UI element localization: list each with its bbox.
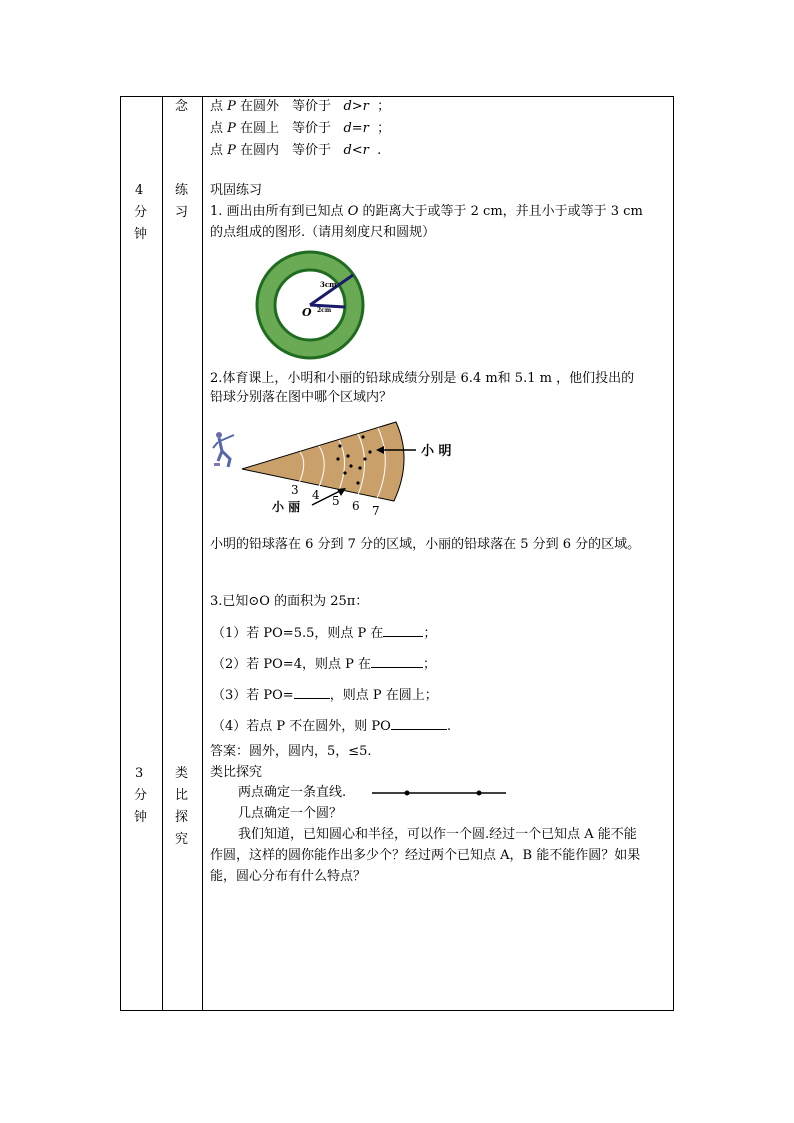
answer-blank[interactable] <box>371 655 423 668</box>
tick-6: 6 <box>352 499 360 513</box>
question-3-title: 3.已知⊙O 的面积为 25π： <box>210 594 369 609</box>
time-unit: 分 <box>134 788 148 803</box>
question-2-line1: 2.体育课上，小明和小丽的铅球成绩分别是 6.4 m和 5.1 m ，他们投出的 <box>210 371 635 386</box>
point-b <box>477 791 482 796</box>
annulus-figure <box>254 250 366 360</box>
explore-label: 比 <box>175 788 189 803</box>
ming-label: 小 明 <box>421 444 452 459</box>
explore-paragraph-3: 能，圆心分布有什么特点？ <box>210 869 367 884</box>
landing-sector <box>242 422 404 501</box>
time-unit: 分 <box>134 205 148 220</box>
practice-heading: 巩固练习 <box>210 183 263 198</box>
athlete-icon <box>213 432 234 467</box>
explore-heading: 类比探究 <box>210 765 263 780</box>
explore-line-1: 两点确定一条直线. <box>238 785 347 800</box>
shotput-figure <box>208 415 468 520</box>
explore-label: 探 <box>175 810 189 825</box>
column-divider <box>202 97 203 1010</box>
question-3-item-4: （4）若点 P 不在圆外，则 PO . <box>212 719 451 734</box>
practice-label: 练 <box>175 183 189 198</box>
time-unit: 钟 <box>134 227 148 242</box>
explore-paragraph-2: 作圆，这样的圆你能作出多少个？经过两个已知点 A，B 能不能作圆？如果 <box>210 848 641 863</box>
tick-3: 3 <box>291 483 299 497</box>
explore-paragraph-1: 我们知道，已知圆心和半径，可以作一个圆.经过一个已知点 A 能不能 <box>238 827 637 842</box>
question-3-item-3: （3）若 PO= ，则点 P 在圆上； <box>212 688 438 703</box>
outer-radius-label: 3cm <box>320 280 337 289</box>
question-1-line2: 的点组成的图形.（请用刻度尺和圆规） <box>210 225 436 240</box>
question-3-answer: 答案：圆外，圆内，5，≤5. <box>210 744 372 759</box>
answer-blank[interactable] <box>391 717 447 730</box>
time-4: 4 <box>135 183 144 198</box>
point-a <box>405 791 410 796</box>
explore-label: 究 <box>175 832 189 847</box>
concept-label: 念 <box>175 99 189 114</box>
answer-blank[interactable] <box>294 686 330 699</box>
center-label: O <box>302 306 312 319</box>
concept-line-on: 点 P 在圆上 等价于 d=r ； <box>210 121 391 136</box>
explore-label: 类 <box>175 766 189 781</box>
practice-label: 习 <box>175 205 189 220</box>
tick-4: 4 <box>312 488 320 502</box>
question-1-line1: 1. 画出由所有到已知点 O 的距离大于或等于 2 cm，并且小于或等于 3 cm <box>210 204 643 219</box>
question-3-item-2: （2）若 PO=4，则点 P 在 ； <box>212 657 436 672</box>
answer-blank[interactable] <box>383 624 423 637</box>
question-2-line2: 铅球分别落在图中哪个区域内？ <box>210 390 393 405</box>
concept-line-outside: 点 P 在圆外 等价于 d>r ； <box>210 99 391 114</box>
tick-5: 5 <box>332 494 340 508</box>
li-label: 小 丽 <box>272 500 301 514</box>
concept-line-inside: 点 P 在圆内 等价于 d<r . <box>210 143 382 158</box>
time-unit: 钟 <box>134 810 148 825</box>
time-3: 3 <box>135 766 144 781</box>
line-through-two-points <box>372 786 508 800</box>
explore-line-2: 几点确定一个圆？ <box>238 806 343 821</box>
inner-radius-label: 2cm <box>317 307 332 314</box>
column-divider <box>162 97 163 1010</box>
question-3-item-1: （1）若 PO=5.5，则点 P 在 ； <box>212 626 437 641</box>
tick-7: 7 <box>372 504 380 518</box>
question-2-answer: 小明的铅球落在 6 分到 7 分的区域，小丽的铅球落在 5 分到 6 分的区域。 <box>210 537 641 552</box>
